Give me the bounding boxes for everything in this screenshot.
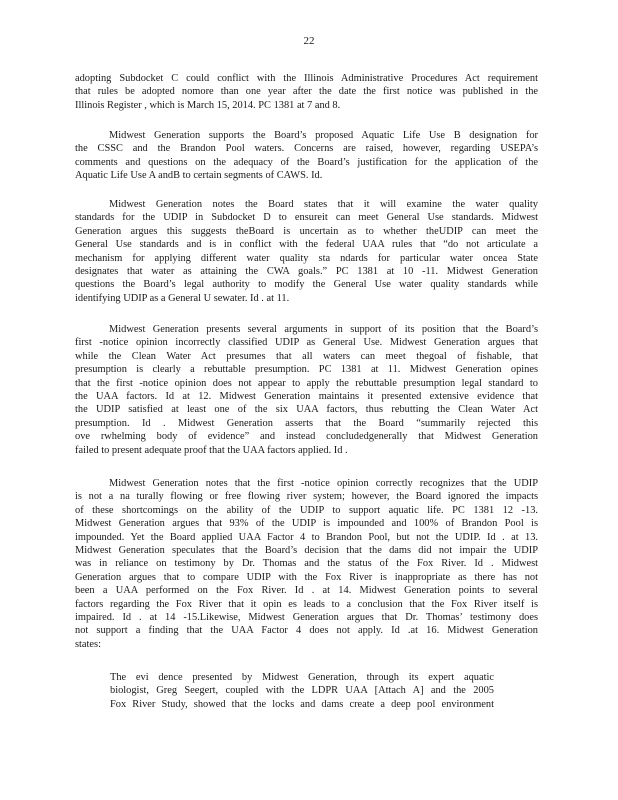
- text-line: Midwest Generation presents several arguments in support of its position that the Board’s: [109, 324, 538, 335]
- text-line: Aquatic Life Use A andB to certain segments of CAWS. Id.: [75, 170, 323, 182]
- text-line: was in reliance on testimony by Dr. Thomas and the status of the Fox River. Id . Midwest: [75, 558, 538, 570]
- quote-line: Fox River Study, showed that the locks and dams create a deep pool environment: [110, 698, 494, 710]
- text-line: standards for the UDIP in Subdocket D to ensureit can meet General Use standards. Midwest: [75, 212, 538, 224]
- text-line: states:: [75, 638, 101, 650]
- text-line: Midwest Generation speculates that the Board’s decision that the dams did not impair the UDIP: [75, 545, 538, 557]
- text-line: Generation argues that to compare UDIP with the Fox River is inappropriate as there has not: [75, 571, 538, 583]
- text-line: Midwest Generation supports the Board’s proposed Aquatic Life Use B designation for: [109, 130, 538, 141]
- text-line: General Use standards and is in conflict with the federal UAA rules that “do not articulate a: [75, 239, 538, 251]
- text-line: that the first -notice opinion does not appear to apply the rebuttable presumption legal standard to: [75, 377, 538, 389]
- text-line: Midwest Generation argues that 93% of the UDIP is impounded and 100% of Brandon Pool is: [75, 518, 538, 530]
- text-line: not support a finding that the UAA Factor 4 does not apply. Id .at 16. Midwest Generation: [75, 625, 538, 637]
- text-line: Midwest Generation notes that the first -notice opinion correctly recognizes that the UDIP: [109, 478, 538, 489]
- text-line: mechanism for applying different water quality sta ndards for particular water oncea State: [75, 252, 538, 264]
- body-paragraph: [75, 72, 538, 112]
- text-line: the UAA factors. Id at 12. Midwest Generation maintains it presented extensive evidence that: [75, 391, 538, 403]
- text-line: the UDIP satisfied at least one of the six UAA factors, thus rebutting the Clean Water Act: [75, 404, 538, 416]
- block-quote: [110, 671, 494, 711]
- text-line: presumption. Id . Midwest Generation asserts that the Board “summarily rejected this: [75, 417, 538, 429]
- text-line: identifying UDIP as a General U sewater. Id . at 11.: [75, 292, 290, 304]
- text-line: the CSSC and the Brandon Pool waters. Concerns are raised, however, regarding USEPA’s: [75, 143, 538, 155]
- text-line: that rules be adopted nomore than one year after the date the first notice was published in the: [75, 86, 538, 98]
- text-line: impaired. Id . at 14 -15.Likewise, Midwest Generation argues that Dr. Thomas’ testimony does: [75, 612, 538, 624]
- text-line: questions the Board’s legal authority to modify the General Use water quality standards while: [75, 279, 538, 291]
- text-line: presumption is clearly a rebuttable presumption. PC 1381 at 11. Midwest Generation opines: [75, 364, 538, 376]
- text-line: Illinois Register , which is March 15, 2014. PC 1381 at 7 and 8.: [75, 99, 341, 111]
- text-line: of these shortcomings on the ability of the UDIP to support aquatic life. PC 1381 12 -13.: [75, 504, 538, 516]
- text-line: failed to present adequate proof that the UAA factors applied. Id .: [75, 444, 348, 456]
- quote-line: The evi dence presented by Midwest Generation, through its expert aquatic: [110, 672, 494, 683]
- text-line: comments and questions on the adequacy of the Board’s justification for the application of the: [75, 156, 538, 168]
- page-number: 22: [303, 35, 315, 47]
- body-paragraph: [75, 477, 538, 651]
- text-line: while the Clean Water Act presumes that all waters can meet thegoal of fishable, that: [75, 350, 538, 362]
- text-line: first -notice opinion incorrectly classified UDIP as General Use. Midwest Generation argues that: [75, 337, 538, 349]
- body-paragraph: [75, 129, 538, 183]
- body-paragraph: [75, 198, 538, 305]
- text-line: ove rwhelming body of evidence” and instead concludedgenerally that Midwest Generation: [75, 431, 538, 443]
- quote-line: biologist, Greg Seegert, coupled with the LDPR UAA [Attach A] and the 2005: [110, 685, 494, 697]
- text-line: adopting Subdocket C could conflict with the Illinois Administrative Procedures Act requirement: [75, 73, 538, 84]
- text-line: impounded. Yet the Board applied UAA Factor 4 to Brandon Pool, but not the UDIP. Id . at 13.: [75, 531, 538, 543]
- text-line: is not a na turally flowing or free flowing river system; however, the Board ignored the impacts: [75, 491, 538, 503]
- text-line: designates that water as attaining the CWA goals.” PC 1381 at 10 -11. Midwest Generation: [75, 266, 538, 278]
- text-line: Generation argues this suggests theBoard is uncertain as to whether theUDIP can meet the: [75, 225, 538, 237]
- text-line: been a UAA performed on the Fox River. Id . at 14. Midwest Generation points to several: [75, 585, 538, 597]
- text-line: Midwest Generation notes the Board states that it will examine the water quality: [109, 199, 538, 210]
- text-line: factors regarding the Fox River that it opin es leads to a conclusion that the Fox River itself is: [75, 598, 538, 610]
- body-paragraph: [75, 323, 538, 457]
